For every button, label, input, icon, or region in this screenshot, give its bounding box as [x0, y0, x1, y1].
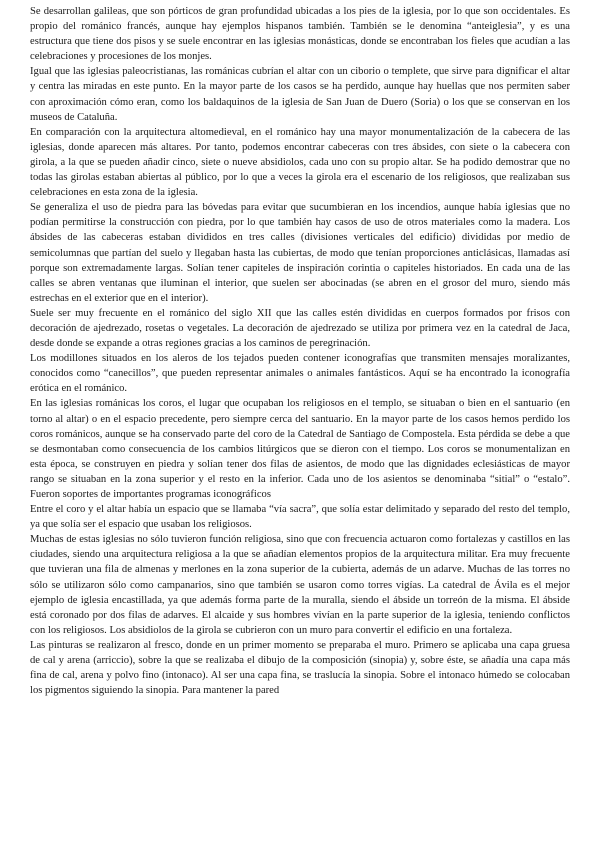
paragraph-cabecera: En comparación con la arquitectura altomedieval, en el románico hay una mayor monumentalización de la cabecera de las iglesias, donde aparecen más altares. Por tanto, podemos encontrar cabeceras con tres ábsides, con siete o la cabecera con girola, a la que se pueden añadir cinco, siete o nueve absidiolos, cada uno con su propio altar. Se ha podido demostrar que no todas las girolas estaban abiertas al público, por lo que a veces la girola era el escenario de los religiosos, que realizaban sus celebraciones en esta zona de la iglesia.	[30, 126, 570, 199]
paragraph-fortalezas: Muchas de estas iglesias no sólo tuvieron función religiosa, sino que con frecuencia actuaron como fortalezas y castillos en las ciudades, siendo una arquitectura religiosa a la que se añadían elementos propios de la arquitectura militar. Era muy frecuente que tuvieran una fila de almenas y merlones en la zona superior de la cubierta, además de un adarve. Muchas de las torres no sólo se utilizaron sólo como campanarios, sino que también se usaron como torres vigías. La catedral de Ávila es el mejor ejemplo de iglesia encastillada, ya que además forma parte de la muralla, siendo el ábside un torreón de la misma. El ábside está coronado por dos filas de adarves. El alcaide y sus hombres vivían en la parte superior de la iglesia, teniendo conflictos con los religiosos. Los absidiolos de la girola se cubrieron con un muro para convertir el edificio en una fortaleza.	[30, 534, 570, 636]
paragraph-coros: En las iglesias románicas los coros, el lugar que ocupaban los religiosos en el templo, se situaban o bien en el santuario (en torno al altar) o en el espacio precedente, pero siempre cerca del santuario. En la mayor parte de los casos hemos perdido los coros románicos, aunque se ha conservado parte del coro de la Catedral de Santiago de Compostela. Esta pérdida se debe a que se desmontaban como consecuencia de los cambios litúrgicos que se dieron con el tiempo. Los coros se monumentalizan en esta época, se construyen en piedra y solían tener dos filas de asientos, de modo que las dignidades eclesiásticas de mayor rango se situaban en la zona superior y el resto en la inferior. Cada uno de los asientos se denominaba “sitial” o “estalo”. Fueron soportes de importantes programas iconográficos	[30, 398, 570, 500]
paragraph-ciborio: Igual que las iglesias paleocristianas, las románicas cubrían el altar con un ciborio o templete, que sirve para dignificar el altar y centra las miradas en este punto. En la mayor parte de los casos se ha perdido, aunque hay huellas que nos permiten saber con aproximación cómo eran, como los baldaquinos de la iglesia de San Juan de Duero (Soria) o los que se conservan en los museos de Cataluña.	[30, 66, 570, 123]
paragraph-pinturas: Las pinturas se realizaron al fresco, donde en un primer momento se preparaba el muro. Primero se aplicaba una capa gruesa de cal y arena (arriccio), sobre la que se realizaba el dibujo de la composición (sinopia) y, sobre éste, se añadía una capa más fina de cal, arena y polvo fino (intonaco). Al ser una capa fina, se traslucía la sinopia. Sobre el intonaco húmedo se colocaban los pigmentos siguiendo la sinopia. Para mantener la pared	[30, 639, 570, 697]
paragraph-via-sacra: Entre el coro y el altar había un espacio que se llamaba “vía sacra”, que solía estar delimitado y separado del resto del templo, ya que solía ser el espacio que usaban los religiosos.	[30, 504, 570, 531]
paragraph-frisos: Suele ser muy frecuente en el románico del siglo XII que las calles estén divididas en cuerpos formados por frisos con decoración de ajedrezado, rosetas o vegetales. La decoración de ajedrezado se utiliza por primera vez en la catedral de Jaca, desde donde se expande a otras regiones gracias a los caminos de peregrinación.	[30, 307, 570, 350]
paragraph-bovedas: Se generaliza el uso de piedra para las bóvedas para evitar que sucumbieran en los incendios, aunque había iglesias que no podían permitirse la construcción con piedra, por lo que también hay casos de uso de otros materiales como la madera. Los ábsides de las cabeceras estaban divididos en tres calles (divisiones verticales del edificio) divididas por medio de semicolumnas que partían del suelo y llegaban hasta las cubiertas, de modo que tenían proporciones anticlásicas, llamadas así porque son extremadamente largas. Solían tener capiteles de inspiración corintia o capiteles historiados. En cada una de las calles se abren ventanas que iluminan el interior, que suelen ser abocinadas (se abren en el grosor del muro, siendo más estrechas en el exterior que en el interior).	[30, 202, 570, 304]
paragraph-modillones: Los modillones situados en los aleros de los tejados pueden contener iconografías que transmiten mensajes moralizantes, conocidos como “canecillos”, que pueden representar animales o animales fantásticos. Aquí se ha encontrado la iconografía erótica en el románico.	[30, 353, 570, 395]
paragraph-galileas: Se desarrollan galileas, que son pórticos de gran profundidad ubicadas a los pies de la iglesia, por lo que son occidentales. Es propio del románico francés, aunque hay ejemplos hispanos también. También se le denomina “anteiglesia”, y es una estructura que tiene dos pisos y se suele encontrar en las iglesias monásticas, donde se encontraban los fieles que acudían a las celebraciones y procesiones de los monjes.	[30, 6, 570, 63]
